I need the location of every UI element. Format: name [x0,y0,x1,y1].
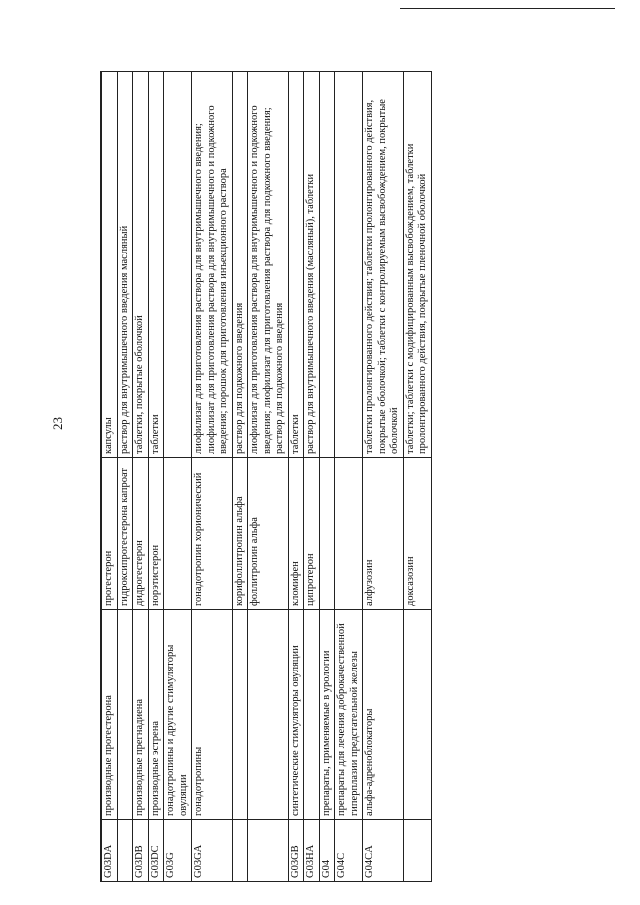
table-row [232,72,248,882]
cell-code: G03DA [102,820,118,882]
cell-form: капсулы [102,72,118,458]
cell-drug: ципротерон [304,458,320,610]
cell-group [117,610,133,820]
cell-form [164,72,192,458]
cell-drug: кломифен [288,458,304,610]
cell-drug: норэтистерон [148,458,164,610]
table-row [102,72,118,882]
cell-group: производные эстрена [148,610,164,820]
cell-group: гонадотропины и другие стимуляторы овуляции [164,610,192,820]
table-row [133,72,149,882]
cell-code [403,820,431,882]
cell-drug: фоллитропин альфа [248,458,289,610]
table-row [363,72,404,882]
table-row [164,72,192,882]
cell-group [248,610,289,820]
cell-group: производные прогестерона [102,610,118,820]
cell-drug: доксазозин [403,458,431,610]
cell-group [403,610,431,820]
cell-code: G03DC [148,820,164,882]
cell-code: G03DB [133,820,149,882]
cell-group: препараты для лечения доброкачественной гиперплазии предстательной железы [335,610,363,820]
page-number: 23 [50,417,65,430]
cell-form [319,72,335,458]
cell-code: G04C [335,820,363,882]
table [100,71,432,882]
table-row [288,72,304,882]
cell-code: G03HA [304,820,320,882]
cell-code: G04 [319,820,335,882]
table-row [117,72,133,882]
cell-form: таблетки пролонгированного действия; таблетки пролонгированного действия, покрытые оболочкой; таблетки с контролируемым высвобождением, покрытые оболочкой [363,72,404,458]
cell-code: G03GA [192,820,233,882]
cell-code: G03GB [288,820,304,882]
cell-form: таблетки [148,72,164,458]
cell-form: раствор для подкожного введения [232,72,248,458]
table-row [304,72,320,882]
cell-form: таблетки [288,72,304,458]
cell-form: раствор для внутримышечного введения масляный [117,72,133,458]
cell-group: синтетические стимуляторы овуляции [288,610,304,820]
cell-form: раствор для внутримышечного введения (масляный), таблетки [304,72,320,458]
cell-form: лиофилизат для приготовления раствора для внутримышечного и подкожного введения; лиофилизат для приготовления раствора для подкожного введения; раствор для подкожного введения [248,72,289,458]
cell-group [304,610,320,820]
cell-drug: алфузозин [363,458,404,610]
cell-code: G04CA [363,820,404,882]
cell-code: G03G [164,820,192,882]
table-row [248,72,289,882]
cell-form: таблетки; таблетки с модифицированным высвобождением, таблетки пролонгированного действия, покрытые пленочной оболочкой [403,72,431,458]
table-row [192,72,233,882]
cell-drug: гидроксипрогестерона капроат [117,458,133,610]
table-row [335,72,363,882]
header-rule [400,8,615,9]
cell-group: альфа-адреноблокаторы [363,610,404,820]
cell-code [117,820,133,882]
cell-group: препараты, применяемые в урологии [319,610,335,820]
cell-form: таблетки, покрытые оболочкой [133,72,149,458]
cell-drug: гонадотропин хорионический [192,458,233,610]
drug-table-rotated [100,72,584,882]
cell-drug: прогестерон [102,458,118,610]
cell-code [248,820,289,882]
table-row [148,72,164,882]
table-row [403,72,431,882]
cell-drug [319,458,335,610]
cell-drug [164,458,192,610]
cell-code [232,820,248,882]
cell-group: производные прегнадиена [133,610,149,820]
cell-drug: корифоллитропин альфа [232,458,248,610]
cell-form [335,72,363,458]
cell-form: лиофилизат для приготовления раствора для внутримышечного введения; лиофилизат для приготовления раствора для внутримышечного и подкожного введения; порошок для приготовления инъекционного раствора [192,72,233,458]
cell-group: гонадотропины [192,610,233,820]
table-row [319,72,335,882]
cell-drug [335,458,363,610]
cell-drug: дидрогестерон [133,458,149,610]
cell-group [232,610,248,820]
